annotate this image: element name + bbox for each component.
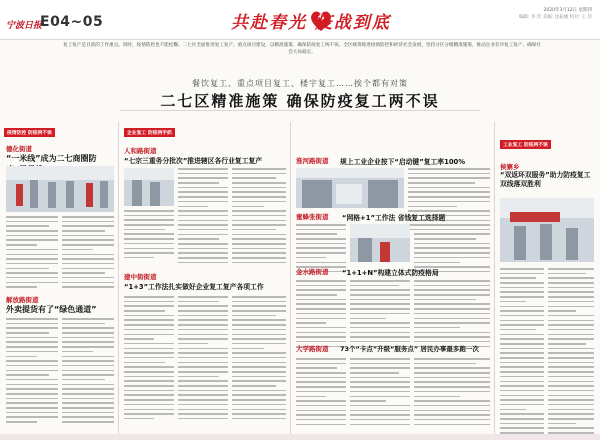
section-tag: 解放路街道 (6, 296, 39, 304)
masthead (0, 0, 600, 40)
article-body (62, 216, 114, 291)
article-title: “1+1+N”构建立体式防疫格局 (342, 269, 439, 277)
article-body (414, 280, 490, 350)
photo-inspection (124, 168, 174, 206)
article-body (178, 296, 228, 423)
article-body (296, 280, 346, 350)
section-kicker: 企业复工 防疫两手抓 (124, 128, 175, 137)
section-tag: 金水路街道 (296, 268, 329, 276)
banner-title: 共赴春光 疫战到底 (231, 13, 391, 33)
section-tag: 德化街道 (6, 145, 32, 153)
article-title: 外卖提货有了“绿色通道” (6, 305, 97, 314)
section-tag: 淮河路街道 (296, 157, 329, 165)
article-body (350, 280, 410, 350)
article-body (350, 358, 410, 428)
article-body (6, 318, 58, 426)
article-body (124, 210, 174, 262)
article-title: “一米线”成为二七商圈防 (6, 154, 97, 163)
photo-checkpoint (500, 198, 594, 262)
article-body (62, 318, 114, 426)
column-rule (494, 122, 495, 434)
section-tag: 侯寨乡 (500, 163, 520, 171)
page-footer (0, 434, 600, 440)
publication-name: 宁波日报 (6, 21, 43, 31)
article-body (232, 168, 286, 266)
article-body (548, 268, 594, 440)
issue-date: 2020年3月12日 星期四 (543, 8, 592, 13)
section-tag: 蜜蜂张街道 (296, 213, 329, 221)
article-title: 规上工业企业按下“启动键”复工率100% (340, 158, 466, 166)
section-tag: 大学路街道 (296, 345, 329, 353)
article-body (178, 168, 228, 266)
article-title: “七宗三重务分批次”推进辖区各行业复工复产 (124, 157, 263, 165)
article-body (6, 216, 58, 291)
article-body (232, 296, 286, 423)
article-body (296, 358, 346, 428)
article-title: “1+3”工作法扎实做好企业复工复产各项工作 (124, 283, 264, 291)
column-rule (290, 122, 291, 434)
subheadline: 餐饮复工、重点项目复工、楼宇复工……挨个都有对策 (192, 79, 408, 88)
section-tag: 建中街街道 (124, 273, 157, 281)
photo-factory (296, 168, 404, 208)
photo-grid-worker (350, 224, 410, 262)
section-kicker: 工业复工 防疫两不误 (500, 140, 551, 149)
main-headline: 二七区精准施策 确保防疫复工两不误 (160, 92, 440, 110)
column-rule (118, 122, 119, 434)
special-banner (205, 2, 415, 36)
section-kicker: 疫情防控 防疫两不误 (4, 128, 55, 137)
divider (120, 110, 480, 111)
article-body (500, 268, 544, 440)
editor-credits: 编辑: 李 洋 美编: 沈振刚 校对: 王 洋 (518, 15, 592, 20)
lead-paragraph: 复工复产是目前的工作重点。同时，疫情防控也不能松懈。二七区全面推进复工复产、重点项目建设，以精准施策、确保防疫复工两不误。全区统筹推进疫情防控和经济社会发展，坚持分区分级精准施策，推动企业有序复工复产，确保社会大局稳定。 (63, 43, 541, 55)
photo-queue (6, 166, 114, 212)
article-title: “网格+1”工作法 省钱复工选择题 (342, 214, 446, 222)
article-title: 73个“卡点”升级“服务点” 居民办事最多跑一次 (340, 345, 479, 353)
article-body (414, 358, 490, 428)
article-title: “双返环双服务”助力防疫复工双线落双胜利 (500, 171, 591, 188)
page-number: E04~05 (40, 14, 104, 30)
section-tag: 人和路街道 (124, 147, 157, 155)
article-body (124, 296, 174, 423)
